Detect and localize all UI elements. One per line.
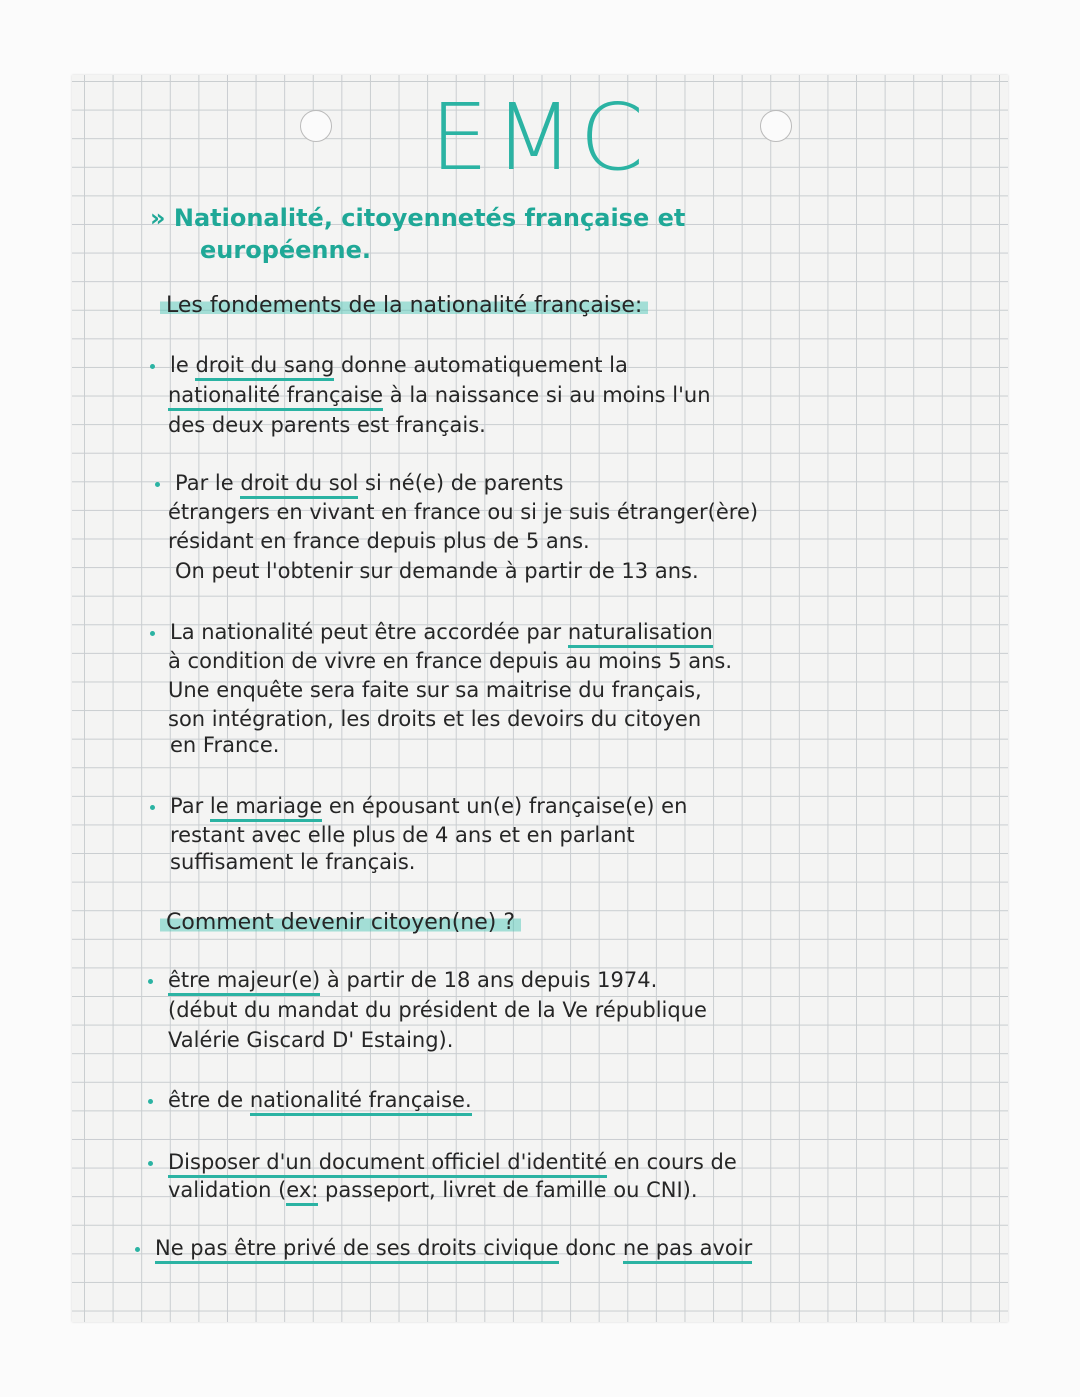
text-segment: son intégration, les droits et les devoirs du citoyen (168, 707, 702, 731)
text-segment: Comment devenir citoyen(ne) ? (166, 910, 516, 935)
note-line (168, 1086, 472, 1114)
text-segment: Par le (175, 471, 241, 495)
text-segment: en cours de (607, 1150, 737, 1174)
text-segment: donne automatiquement la (334, 353, 628, 377)
section-heading (160, 908, 521, 937)
text-segment: » Nationalité, citoyennetés française et (150, 204, 686, 232)
bullet-icon (148, 979, 153, 984)
note-line (168, 966, 657, 994)
note-line (170, 848, 415, 876)
bullet-icon (155, 482, 160, 487)
note-line (168, 498, 758, 526)
underlined-term: ne pas avoir (623, 1236, 752, 1264)
section-heading (160, 291, 648, 320)
text-segment: Par (170, 794, 210, 818)
chapter-title (200, 236, 371, 264)
text-segment: le (170, 353, 196, 377)
note-line (170, 618, 713, 646)
underlined-term: le mariage (210, 794, 322, 822)
text-segment: (début du mandat du président de la Ve république (168, 998, 707, 1022)
text-segment: à partir de 18 ans depuis 1974. (320, 968, 658, 992)
text-segment: si né(e) de parents (358, 471, 564, 495)
note-line (168, 527, 590, 555)
note-line (168, 1148, 737, 1176)
note-line (168, 705, 701, 733)
note-line (168, 676, 702, 704)
text-segment: On peut l'obtenir sur demande à partir de 13 ans. (175, 559, 699, 583)
text-segment: La nationalité peut être accordée par (170, 620, 568, 644)
text-segment: être de (168, 1088, 250, 1112)
note-line (168, 411, 486, 439)
bullet-icon (150, 364, 155, 369)
text-segment: en France. (170, 733, 280, 757)
chapter-title (150, 204, 685, 232)
bullet-icon (150, 631, 155, 636)
note-line (155, 1234, 752, 1262)
text-segment: Une enquête sera faite sur sa maitrise du français, (168, 678, 702, 702)
note-line (168, 1026, 453, 1054)
text-segment: Les fondements de la nationalité française: (166, 293, 643, 318)
underlined-term: nationalité française. (250, 1088, 472, 1116)
text-segment: donc (558, 1236, 623, 1260)
bullet-icon (135, 1247, 140, 1252)
note-line (168, 381, 711, 409)
underlined-term: naturalisation (568, 620, 713, 648)
note-line (168, 996, 707, 1024)
text-segment: Valérie Giscard D' Estaing). (168, 1028, 454, 1052)
underlined-term: ex: (286, 1178, 318, 1206)
text-segment: à condition de vivre en france depuis au moins 5 ans. (168, 649, 733, 673)
underlined-term: Ne pas être privé de ses droits civique (155, 1236, 559, 1264)
bullet-icon (148, 1099, 153, 1104)
note-line (170, 731, 279, 759)
note-line (170, 351, 628, 379)
text-segment: passeport, livret de famille ou CNI). (318, 1178, 698, 1202)
page-title: EMC (430, 84, 650, 191)
note-line (168, 647, 732, 675)
text-segment: étrangers en vivant en france ou si je suis étranger(ère) (168, 500, 759, 524)
text-segment: européenne. (200, 236, 371, 264)
bullet-icon (148, 1161, 153, 1166)
note-line (175, 469, 563, 497)
text-segment: validation ( (168, 1178, 287, 1202)
text-segment: résidant en france depuis plus de 5 ans. (168, 529, 590, 553)
underlined-term: Disposer d'un document officiel d'identité (168, 1150, 607, 1178)
underlined-term: droit du sang (195, 353, 334, 381)
text-segment: à la naissance si au moins l'un (383, 383, 711, 407)
underlined-term: être majeur(e) (168, 968, 320, 996)
underlined-term: droit du sol (240, 471, 358, 499)
bullet-icon (150, 805, 155, 810)
text-segment: des deux parents est français. (168, 413, 486, 437)
note-line (175, 557, 699, 585)
note-line (168, 1176, 698, 1204)
text-segment: restant avec elle plus de 4 ans et en parlant (170, 823, 635, 847)
text-segment: en épousant un(e) française(e) en (322, 794, 688, 818)
note-line (170, 821, 635, 849)
text-segment: suffisament le français. (170, 850, 416, 874)
underlined-term: nationalité française (168, 383, 383, 411)
note-line (170, 792, 687, 820)
